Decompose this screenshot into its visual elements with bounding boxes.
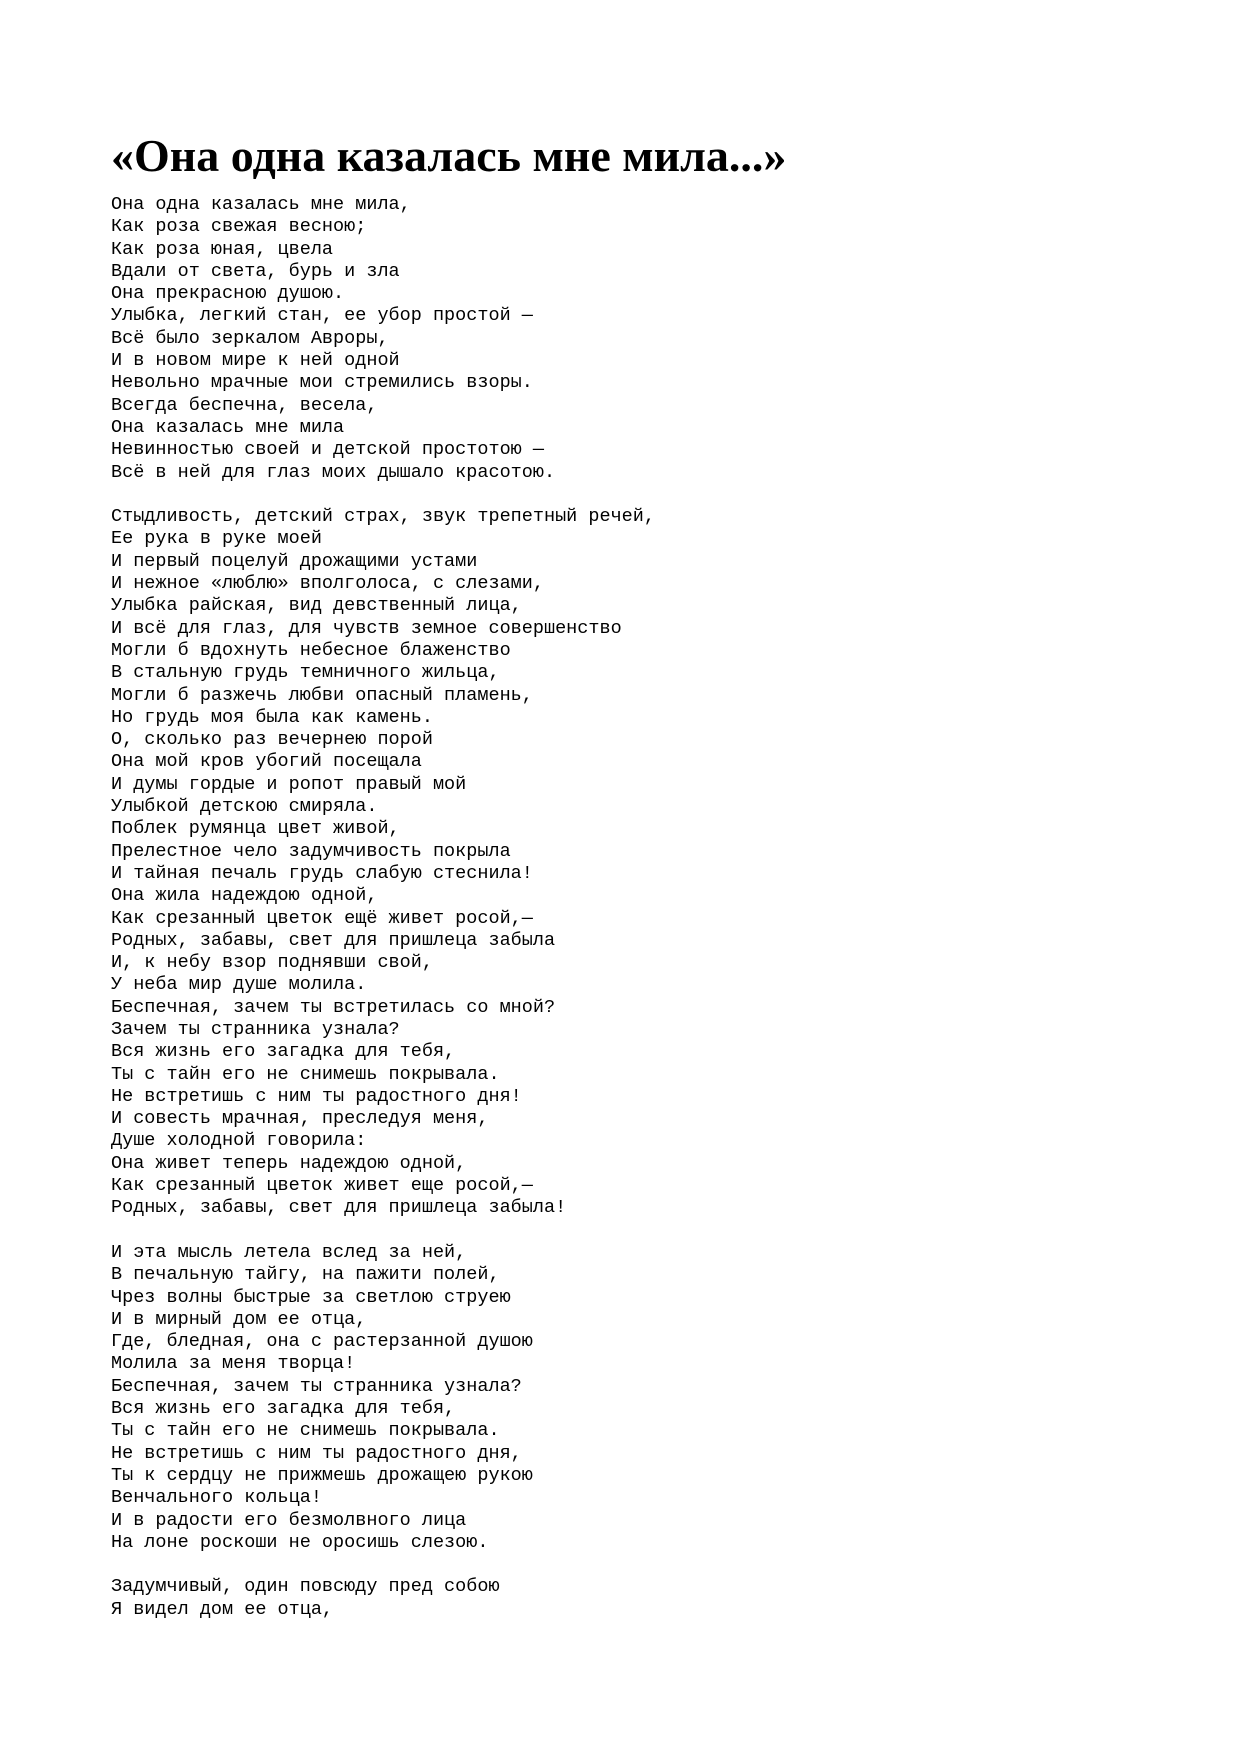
poem-line: Задумчивый, один повсюду пред собою xyxy=(111,1576,500,1598)
poem-line: Ее рука в руке моей xyxy=(111,528,322,550)
poem-line: Невольно мрачные мои стремились взоры. xyxy=(111,372,533,394)
poem-line: Она живет теперь надеждою одной, xyxy=(111,1152,467,1174)
stanza-break xyxy=(111,484,655,506)
poem-line: Беспечная, зачем ты встретилась со мной? xyxy=(111,996,556,1018)
poem-line: И эта мысль летела вслед за ней, xyxy=(111,1241,467,1263)
poem-line: И думы гордые и ропот правый мой xyxy=(111,773,467,795)
poem-line: Прелестное чело задумчивость покрыла xyxy=(111,840,511,862)
poem-line: Она прекрасною душою. xyxy=(111,283,345,305)
poem-line: Улыбка райская, вид девственный лица, xyxy=(111,595,522,617)
poem-line: Я видел дом ее отца, xyxy=(111,1598,334,1620)
poem-line: Не встретишь с ним ты радостного дня! xyxy=(111,1085,522,1107)
poem-line: Беспечная, зачем ты странника узнала? xyxy=(111,1375,522,1397)
poem-line: Как роза свежая весною; xyxy=(111,216,367,238)
stanza-break xyxy=(111,1554,655,1576)
poem-line: Улыбка, легкий стан, ее убор простой — xyxy=(111,305,533,327)
poem-line: Невинностью своей и детской простотою — xyxy=(111,439,544,461)
poem-line: Всё в ней для глаз моих дышало красотою. xyxy=(111,461,556,483)
poem-line: Не встретишь с ним ты радостного дня, xyxy=(111,1442,522,1464)
poem-line: Она жила надеждою одной, xyxy=(111,885,378,907)
poem-line: И первый поцелуй дрожащими устами xyxy=(111,550,478,572)
poem-line: Вдали от света, бурь и зла xyxy=(111,260,400,282)
poem-line: Улыбкой детскою смиряла. xyxy=(111,796,378,818)
poem-line: Чрез волны быстрые за светлою струею xyxy=(111,1286,511,1308)
poem-line: Поблек румянца цвет живой, xyxy=(111,818,400,840)
poem-line: Она мой кров убогий посещала xyxy=(111,751,422,773)
poem-line: И в радости его безмолвного лица xyxy=(111,1509,467,1531)
poem-line: Ты к сердцу не прижмешь дрожащею рукою xyxy=(111,1464,533,1486)
stanza-break xyxy=(111,1220,655,1242)
poem-line: Всегда беспечна, весела, xyxy=(111,394,378,416)
poem-line: Как роза юная, цвела xyxy=(111,238,334,260)
poem-line: Ты с тайн его не снимешь покрывала. xyxy=(111,1420,500,1442)
poem-line: Она казалась мне мила xyxy=(111,416,345,438)
poem-line: Как срезанный цветок живет еще росой,— xyxy=(111,1175,533,1197)
poem-line: И нежное «люблю» вполголоса, с слезами, xyxy=(111,573,544,595)
poem-line: У неба мир душе молила. xyxy=(111,974,367,996)
poem-line: О, сколько раз вечернею порой xyxy=(111,729,433,751)
poem-line: Но грудь моя была как камень. xyxy=(111,706,433,728)
poem-line: Где, бледная, она с растерзанной душою xyxy=(111,1331,533,1353)
poem-line: Могли б вдохнуть небесное блаженство xyxy=(111,639,511,661)
poem-line: Вся жизнь его загадка для тебя, xyxy=(111,1398,456,1420)
poem-line: Венчального кольца! xyxy=(111,1487,322,1509)
poem-line: Как срезанный цветок ещё живет росой,— xyxy=(111,907,533,929)
poem-line: Стыдливость, детский страх, звук трепетный речей, xyxy=(111,506,655,528)
poem-body xyxy=(111,194,655,1621)
poem-line: Могли б разжечь любви опасный пламень, xyxy=(111,684,533,706)
poem-line: Вся жизнь его загадка для тебя, xyxy=(111,1041,456,1063)
poem-line: Ты с тайн его не снимешь покрывала. xyxy=(111,1063,500,1085)
poem-line: И тайная печаль грудь слабую стеснила! xyxy=(111,862,533,884)
poem-line: И в мирный дом ее отца, xyxy=(111,1308,367,1330)
poem-line: Родных, забавы, свет для пришлеца забыла! xyxy=(111,1197,567,1219)
poem-line: Зачем ты странника узнала? xyxy=(111,1018,400,1040)
poem-line: Родных, забавы, свет для пришлеца забыла xyxy=(111,929,556,951)
poem-line: В стальную грудь темничного жильца, xyxy=(111,662,500,684)
poem-line: На лоне роскоши не оросишь слезою. xyxy=(111,1531,489,1553)
poem-line: Молила за меня творца! xyxy=(111,1353,356,1375)
poem-line: И в новом мире к ней одной xyxy=(111,350,400,372)
poem-line: И совесть мрачная, преследуя меня, xyxy=(111,1108,489,1130)
poem-line: И всё для глаз, для чувств земное совершенство xyxy=(111,617,622,639)
poem-line: Она одна казалась мне мила, xyxy=(111,194,411,215)
poem-title: «Она одна казалась мне мила...» xyxy=(111,130,787,181)
poem-line: Душе холодной говорила: xyxy=(111,1130,367,1152)
poem-line: В печальную тайгу, на пажити полей, xyxy=(111,1264,500,1286)
poem-line: Всё было зеркалом Авроры, xyxy=(111,327,389,349)
poem-line: И, к небу взор поднявши свой, xyxy=(111,952,433,974)
